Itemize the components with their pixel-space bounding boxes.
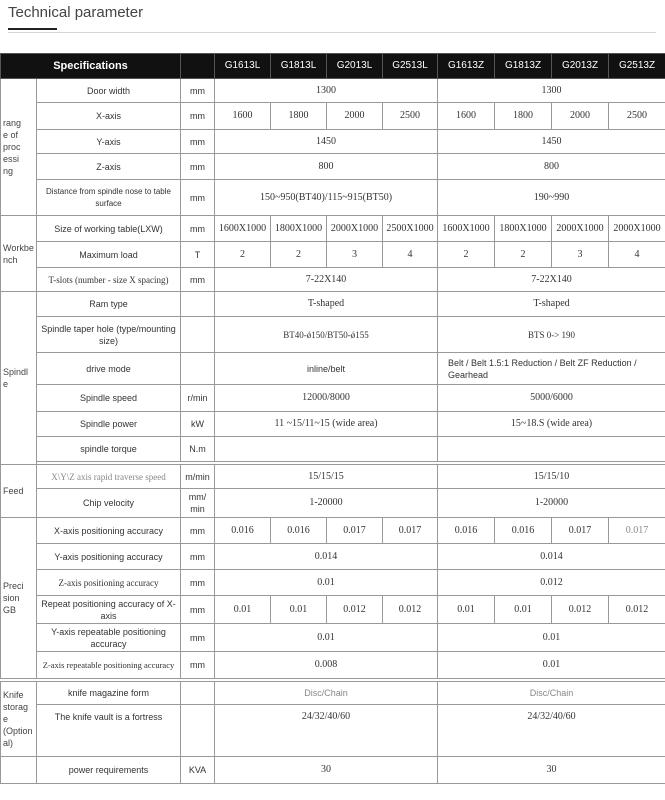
value-cell: 2000X1000 — [609, 216, 665, 242]
row-unit: T — [181, 242, 215, 268]
group-label-precision: Preci sion GB — [1, 518, 37, 679]
model-header: G2013L — [327, 54, 383, 79]
spec-table — [0, 53, 665, 784]
value-cell: 1800 — [271, 103, 327, 130]
table-row — [1, 437, 665, 462]
value-cell: 0.01 — [215, 624, 438, 652]
row-label: Door width — [37, 79, 181, 103]
value-cell: 1800X1000 — [271, 216, 327, 242]
row-unit: m/min — [181, 465, 215, 489]
table-row — [1, 79, 665, 103]
table-row — [1, 130, 665, 154]
value-cell: 15/15/10 — [438, 465, 665, 489]
row-unit: N.m — [181, 437, 215, 462]
value-cell: 1300 — [438, 79, 665, 103]
table-row — [1, 216, 665, 242]
table-row — [1, 180, 665, 216]
value-cell: 0.017 — [383, 518, 438, 544]
value-cell: Disc/Chain — [438, 682, 665, 705]
value-cell: 1800X1000 — [495, 216, 552, 242]
value-cell: 5000/6000 — [438, 385, 665, 412]
row-label: Spindle speed — [37, 385, 181, 412]
row-unit: mm — [181, 180, 215, 216]
row-label: Spindle power — [37, 412, 181, 437]
value-cell: 1450 — [215, 130, 438, 154]
table-row — [1, 353, 665, 385]
row-label: spindle torque — [37, 437, 181, 462]
row-label: Y-axis repeatable positioning accuracy — [37, 624, 181, 652]
row-unit — [181, 353, 215, 385]
group-label-knife-storage: Knife storag e (Option al) — [1, 682, 37, 757]
row-unit: r/min — [181, 385, 215, 412]
value-cell: 0.016 — [215, 518, 271, 544]
value-cell: 2500X1000 — [383, 216, 438, 242]
row-unit — [181, 705, 215, 757]
value-cell: 1800 — [495, 103, 552, 130]
row-unit: mm — [181, 268, 215, 292]
value-cell: Disc/Chain — [215, 682, 438, 705]
row-label: Ram type — [37, 292, 181, 317]
table-row — [1, 489, 665, 518]
row-unit: mm/ min — [181, 489, 215, 518]
value-cell: 15/15/15 — [215, 465, 438, 489]
value-cell: 0.014 — [438, 544, 665, 570]
row-unit: mm — [181, 652, 215, 679]
value-cell: 0.012 — [609, 596, 665, 624]
value-cell: BT40-ǿ150/BT50-ǿ155 — [215, 317, 438, 353]
row-unit: mm — [181, 570, 215, 596]
row-unit — [181, 317, 215, 353]
value-cell: 1600X1000 — [438, 216, 495, 242]
row-unit — [181, 292, 215, 317]
value-cell: 2 — [495, 242, 552, 268]
value-cell: 0.01 — [215, 570, 438, 596]
table-row — [1, 268, 665, 292]
row-label: Repeat positioning accuracy of X-axis — [37, 596, 181, 624]
row-label: X\Y\Z axis rapid traverse speed — [37, 465, 181, 489]
value-cell: 190~990 — [438, 180, 665, 216]
model-header: G2513Z — [609, 54, 665, 79]
row-unit: KVA — [181, 757, 215, 784]
value-cell: 12000/8000 — [215, 385, 438, 412]
value-cell: 2500 — [383, 103, 438, 130]
table-row — [1, 242, 665, 268]
value-cell: 0.01 — [495, 596, 552, 624]
value-cell: 0.012 — [552, 596, 609, 624]
table-row — [1, 412, 665, 437]
value-cell: T-shaped — [215, 292, 438, 317]
table-row — [1, 292, 665, 317]
group-label-feed: Feed — [1, 465, 37, 518]
value-cell: 4 — [383, 242, 438, 268]
row-label: knife magazine form — [37, 682, 181, 705]
value-cell: 30 — [438, 757, 665, 784]
value-cell: 0.017 — [552, 518, 609, 544]
row-label: Spindle taper hole (type/mounting size) — [37, 317, 181, 353]
row-unit: kW — [181, 412, 215, 437]
value-cell: 1450 — [438, 130, 665, 154]
value-cell: 2500 — [609, 103, 665, 130]
value-cell: 2 — [438, 242, 495, 268]
value-cell: 0.01 — [438, 652, 665, 679]
value-cell: 1600X1000 — [215, 216, 271, 242]
value-cell: 24/32/40/60 — [215, 705, 438, 757]
value-cell: 4 — [609, 242, 665, 268]
value-cell: 150~950(BT40)/115~915(BT50) — [215, 180, 438, 216]
model-header: G2013Z — [552, 54, 609, 79]
value-cell: 2000 — [327, 103, 383, 130]
table-row — [1, 544, 665, 570]
value-cell: 2000X1000 — [552, 216, 609, 242]
row-label: X-axis positioning accuracy — [37, 518, 181, 544]
row-label: T-slots (number - size X spacing) — [37, 268, 181, 292]
value-cell: 7-22X140 — [215, 268, 438, 292]
value-cell: 1300 — [215, 79, 438, 103]
value-cell: 0.012 — [383, 596, 438, 624]
table-row — [1, 154, 665, 180]
value-cell: 0.017 — [327, 518, 383, 544]
value-cell: 0.012 — [438, 570, 665, 596]
table-row — [1, 465, 665, 489]
group-label-spindle: Spindl e — [1, 292, 37, 465]
row-unit: mm — [181, 624, 215, 652]
value-cell: Belt / Belt 1.5:1 Reduction / Belt ZF Reduction / Gearhead — [438, 353, 665, 385]
value-cell: 0.012 — [327, 596, 383, 624]
value-cell: 1600 — [438, 103, 495, 130]
row-unit — [181, 682, 215, 705]
table-row — [1, 103, 665, 130]
row-label: Maximum load — [37, 242, 181, 268]
row-label: Z-axis repeatable positioning accuracy — [37, 652, 181, 679]
value-cell: 0.01 — [271, 596, 327, 624]
model-header: G1813Z — [495, 54, 552, 79]
value-cell: 0.008 — [215, 652, 438, 679]
row-label: Distance from spindle nose to table surface — [37, 180, 181, 216]
value-cell: 7-22X140 — [438, 268, 665, 292]
value-cell: 3 — [327, 242, 383, 268]
table-row — [1, 570, 665, 596]
value-cell: 0.017 — [609, 518, 665, 544]
row-label: Y-axis — [37, 130, 181, 154]
unit-header — [181, 54, 215, 79]
value-cell: 0.014 — [215, 544, 438, 570]
value-cell: 15~18.S (wide area) — [438, 412, 665, 437]
table-row — [1, 705, 665, 757]
group-label-empty — [1, 757, 37, 784]
title-divider — [8, 32, 656, 33]
row-label: X-axis — [37, 103, 181, 130]
table-row — [1, 596, 665, 624]
value-cell: inline/belt — [215, 353, 438, 385]
value-cell: 2000 — [552, 103, 609, 130]
value-cell: 30 — [215, 757, 438, 784]
value-cell: 0.01 — [438, 596, 495, 624]
value-cell: 2000X1000 — [327, 216, 383, 242]
model-header: G2513L — [383, 54, 438, 79]
row-label: Y-axis positioning accuracy — [37, 544, 181, 570]
group-label-workbench: Workbe nch — [1, 216, 37, 292]
value-cell: 0.016 — [438, 518, 495, 544]
value-cell: 0.016 — [495, 518, 552, 544]
value-cell: 1-20000 — [438, 489, 665, 518]
specifications-header: Specifications — [1, 54, 181, 79]
value-cell: 0.016 — [271, 518, 327, 544]
table-row — [1, 385, 665, 412]
value-cell: 2 — [215, 242, 271, 268]
table-row — [1, 757, 665, 784]
page-title: Technical parameter — [8, 4, 144, 21]
value-cell: 1-20000 — [215, 489, 438, 518]
table-row — [1, 317, 665, 353]
header-row — [1, 54, 665, 79]
value-cell: 800 — [215, 154, 438, 180]
row-label: Z-axis — [37, 154, 181, 180]
model-header: G1613Z — [438, 54, 495, 79]
row-unit: mm — [181, 216, 215, 242]
model-header: G1813L — [271, 54, 327, 79]
row-unit: mm — [181, 103, 215, 130]
value-cell: 1600 — [215, 103, 271, 130]
value-cell: T-shaped — [438, 292, 665, 317]
table-row — [1, 518, 665, 544]
value-cell: 11 ~15/11~15 (wide area) — [215, 412, 438, 437]
title-underline — [8, 28, 57, 30]
row-unit: mm — [181, 544, 215, 570]
value-cell: BTS 0-> 190 — [438, 317, 665, 353]
row-unit: mm — [181, 154, 215, 180]
table-row — [1, 624, 665, 652]
row-label: power requirements — [37, 757, 181, 784]
row-label: Z-axis positioning accuracy — [37, 570, 181, 596]
group-label-range: rang e of proc essi ng — [1, 79, 37, 216]
value-cell: 3 — [552, 242, 609, 268]
row-unit: mm — [181, 130, 215, 154]
row-unit: mm — [181, 596, 215, 624]
row-label: The knife vault is a fortress — [37, 705, 181, 757]
row-label: Chip velocity — [37, 489, 181, 518]
value-cell: 24/32/40/60 — [438, 705, 665, 757]
table-row — [1, 682, 665, 705]
row-unit: mm — [181, 79, 215, 103]
value-cell: 2 — [271, 242, 327, 268]
row-unit: mm — [181, 518, 215, 544]
value-cell: 0.01 — [438, 624, 665, 652]
row-label: drive mode — [37, 353, 181, 385]
value-cell: 0.01 — [215, 596, 271, 624]
model-header: G1613L — [215, 54, 271, 79]
value-cell — [438, 437, 665, 462]
table-row — [1, 652, 665, 679]
row-label: Size of working table(LXW) — [37, 216, 181, 242]
value-cell — [215, 437, 438, 462]
value-cell: 800 — [438, 154, 665, 180]
